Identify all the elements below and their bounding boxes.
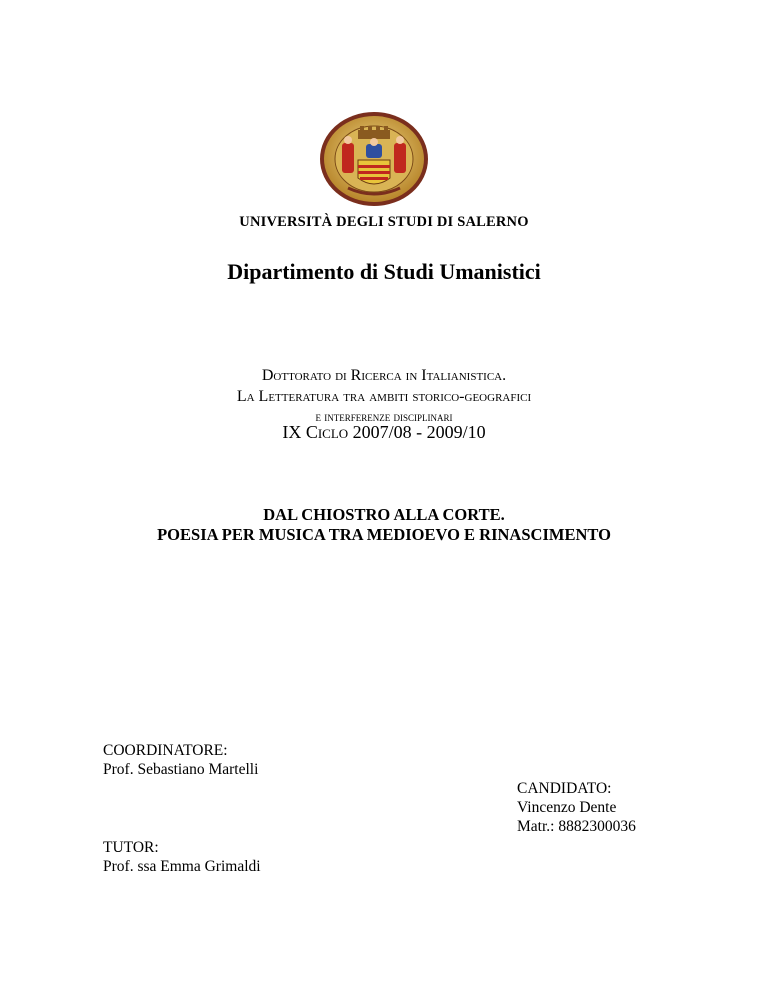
university-name: UNIVERSITÀ DEGLI STUDI DI SALERNO: [239, 214, 529, 230]
university-seal-icon: [318, 110, 430, 208]
tutor-name: Prof. ssa Emma Grimaldi: [103, 858, 261, 875]
cycle-years: 2007/08 - 2009/10: [352, 422, 486, 442]
thesis-title-line-2: POESIA PER MUSICA TRA MEDIOEVO E RINASCIMENTO: [157, 525, 611, 544]
department-name: Dipartimento di Studi Umanistici: [227, 259, 541, 284]
program-cycle: [0, 422, 768, 443]
coordinator-block: [103, 741, 258, 779]
coordinator-name: Prof. Sebastiano Martelli: [103, 761, 259, 778]
tutor-label: TUTOR:: [103, 839, 159, 856]
program-line-3: e interferenze disciplinari: [315, 409, 453, 424]
tutor-block: [103, 838, 261, 876]
candidate-matricola: Matr.: 8882300036: [517, 818, 636, 835]
program-line-2: La Letteratura tra ambiti storico-geografici: [236, 388, 532, 405]
candidate-block: [517, 779, 636, 836]
cycle-word: Ciclo: [305, 422, 349, 442]
program-line-1: Dottorato di Ricerca in Italianistica.: [261, 367, 507, 384]
thesis-title-line-1: DAL CHIOSTRO ALLA CORTE.: [263, 505, 505, 524]
coordinator-label: COORDINATORE:: [103, 742, 228, 759]
candidate-name: Vincenzo Dente: [517, 799, 617, 816]
cycle-prefix: IX: [282, 422, 302, 442]
candidate-label: CANDIDATO:: [517, 780, 612, 797]
